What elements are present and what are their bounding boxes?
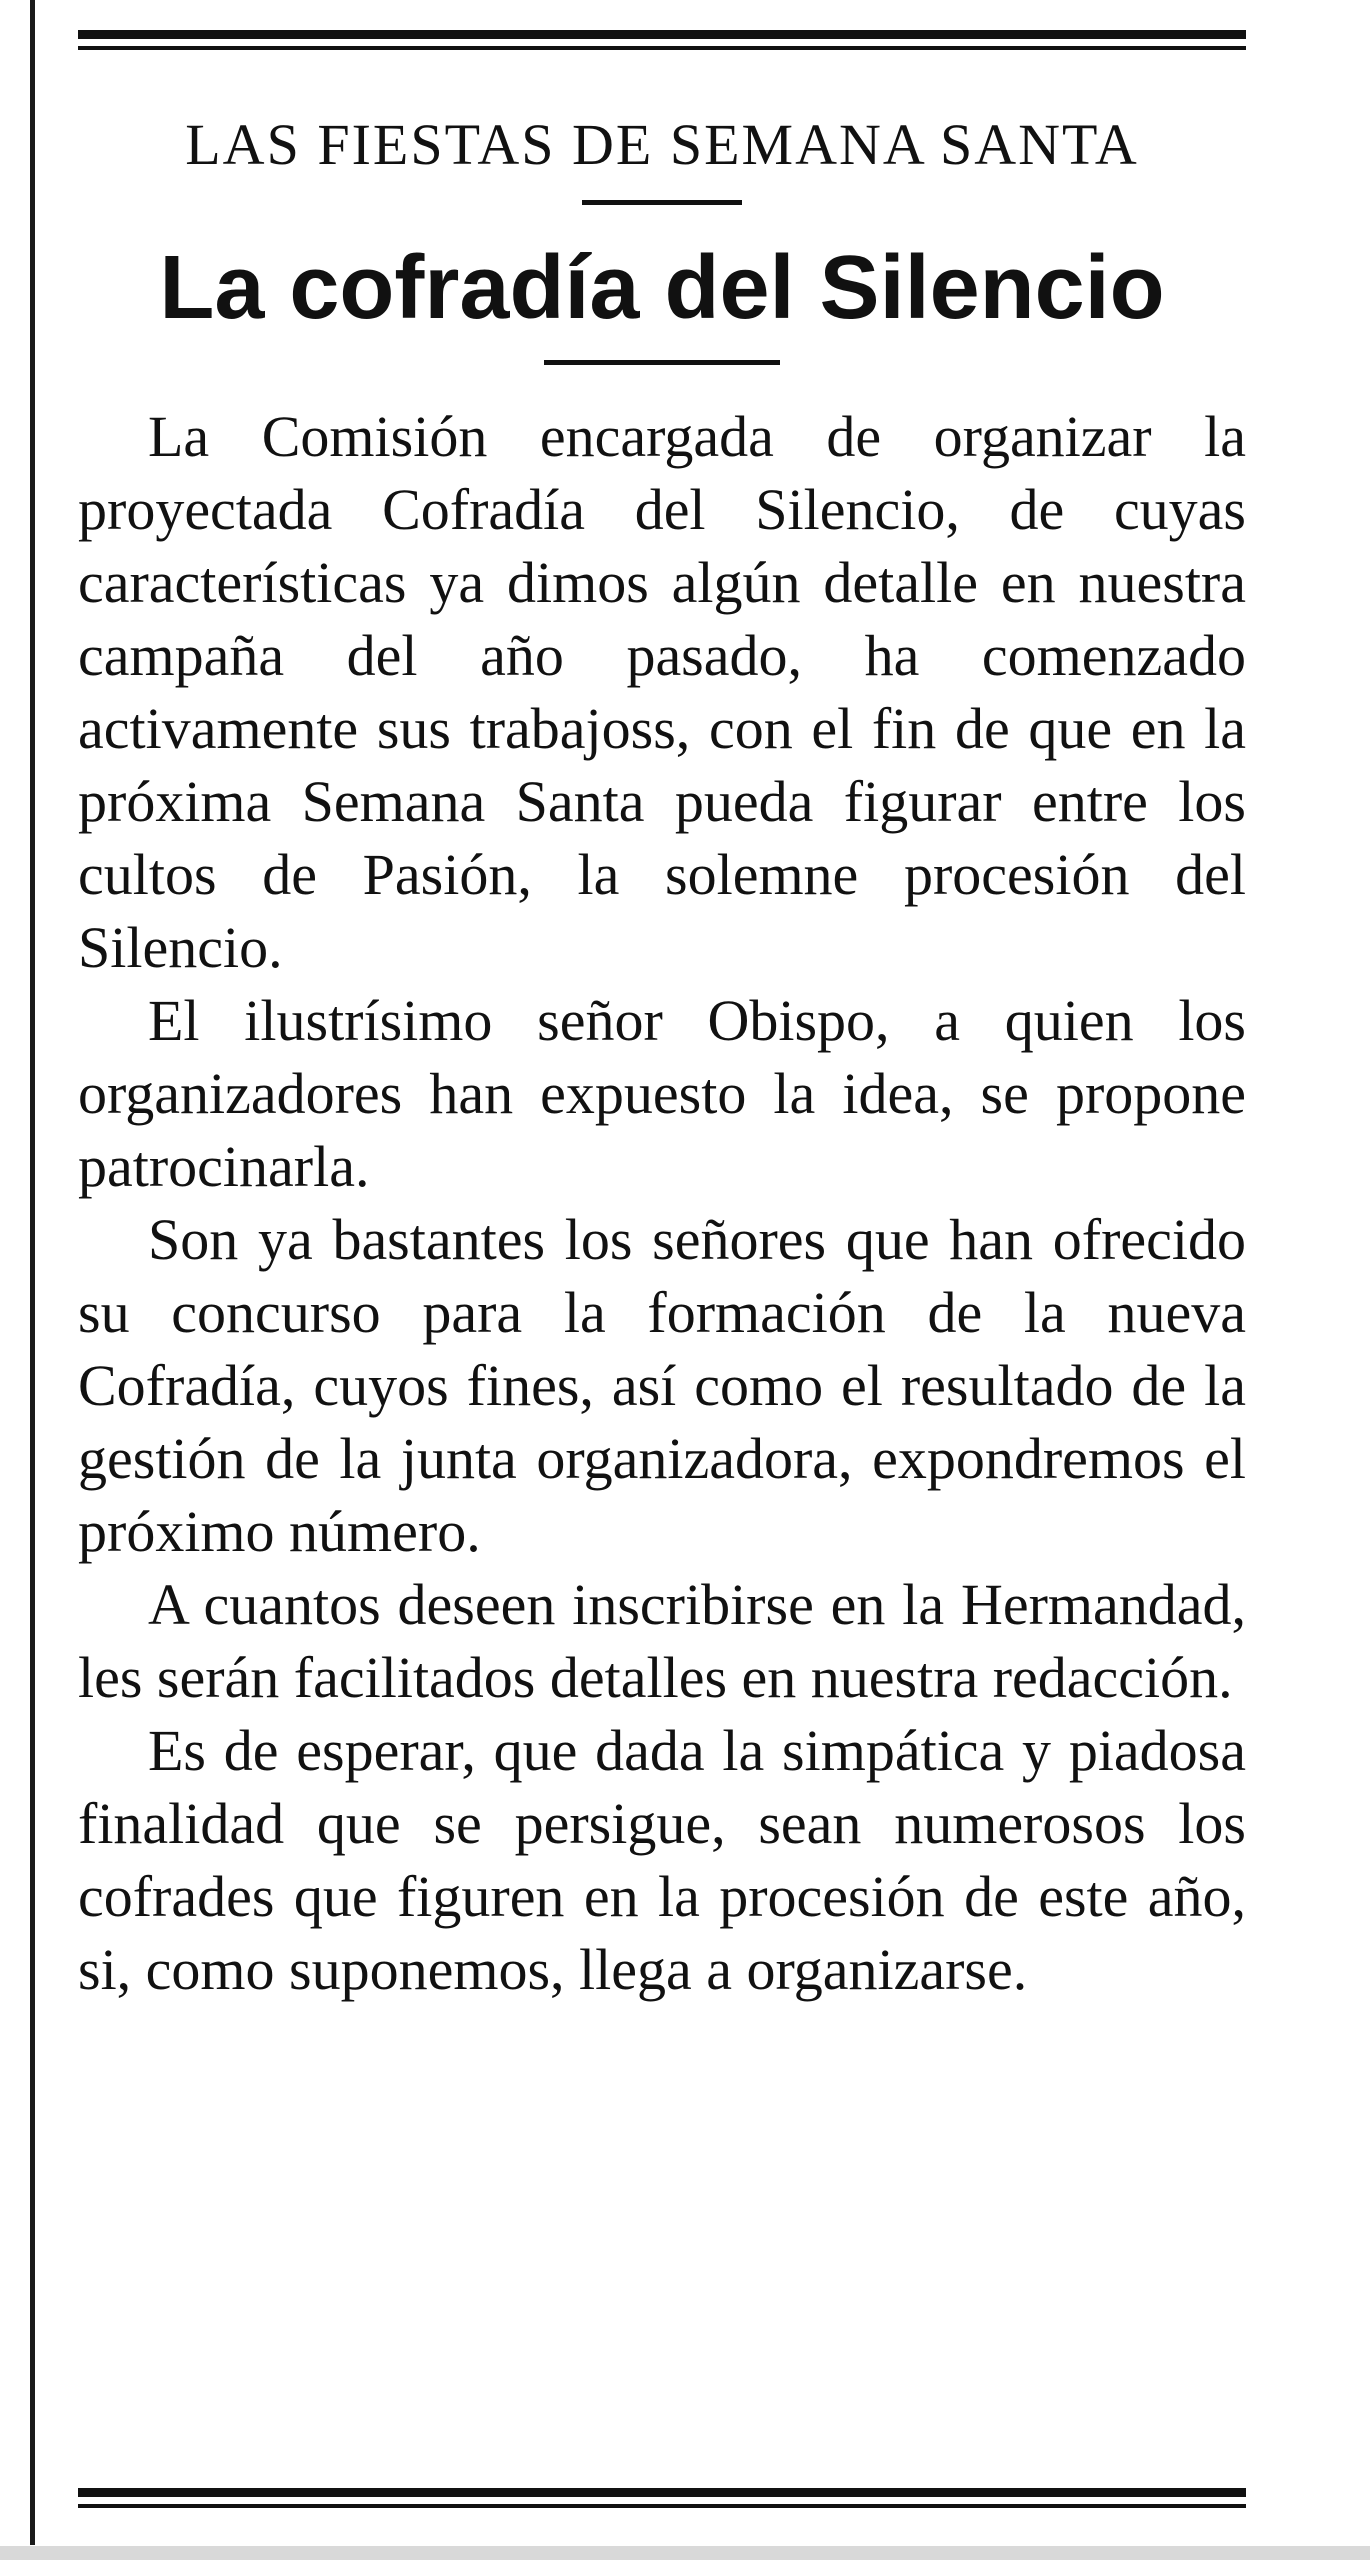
- paragraph-4: A cuantos deseen inscribirse en la Hermandad, les serán facilitados detalles en nuestra redacción.: [78, 1572, 1246, 1710]
- top-double-rule: [78, 30, 1246, 50]
- column-left-rule: [30, 0, 35, 2545]
- section-kicker: LAS FIESTAS DE SEMANA SANTA: [185, 112, 1139, 177]
- headline-divider: [544, 360, 780, 365]
- paragraph-3: Son ya bastantes los señores que han ofrecido su concurso para la formación de la nueva Cofradía, cuyos fines, así como el resultado de la gestión de la junta organizadora, expondremos el próximo número.: [78, 1207, 1246, 1564]
- bottom-double-rule: [78, 2488, 1246, 2508]
- article-body: [78, 400, 1246, 2006]
- paragraph-1: La Comisión encargada de organizar la proyectada Cofradía del Silencio, de cuyas características ya dimos algún detalle en nuestra campaña del año pasado, ha comenzado activamente sus trabajoss, con el fin de que en la próxima Semana Santa pueda figurar entre los cultos de Pasión, la solemne procesión del Silencio.: [78, 404, 1246, 980]
- paragraph-2: El ilustrísimo señor Obispo, a quien los organizadores han expuesto la idea, se propone patrocinarla.: [78, 988, 1246, 1199]
- article-headline: La cofradía del Silencio: [159, 238, 1165, 338]
- viewer-bottom-edge: [0, 2546, 1370, 2560]
- kicker-divider: [582, 200, 742, 205]
- paragraph-5: Es de esperar, que dada la simpática y piadosa finalidad que se persigue, sean numerosos los cofrades que figuren en la procesión de este año, si, como suponemos, llega a organizarse.: [78, 1718, 1246, 2002]
